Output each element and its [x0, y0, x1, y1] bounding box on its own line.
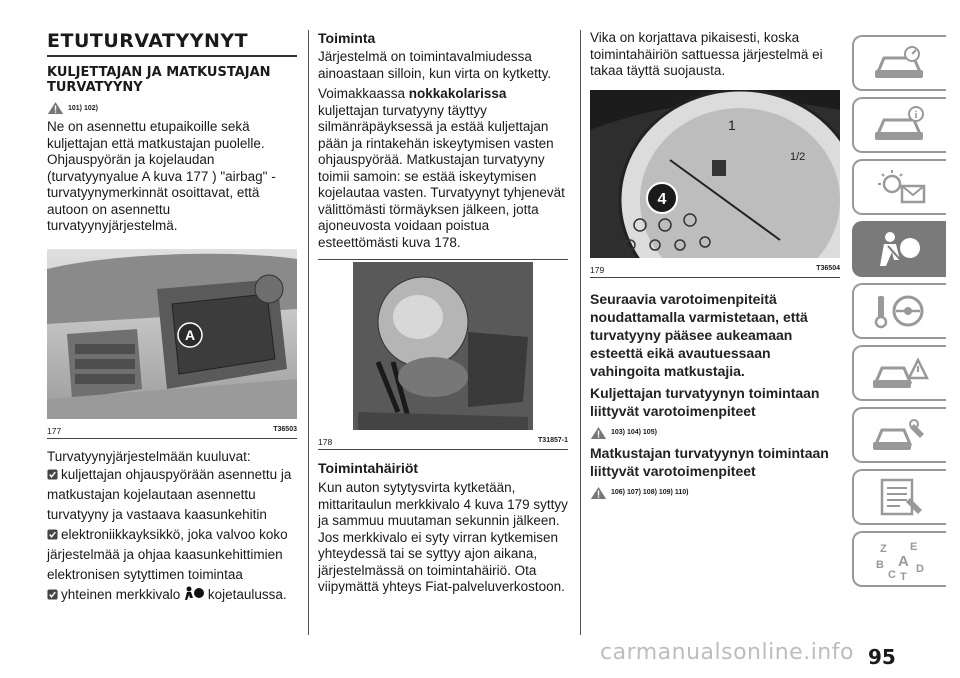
svg-text:1/2: 1/2: [790, 150, 806, 163]
svg-text:i: i: [914, 109, 918, 121]
column-divider: [580, 30, 581, 635]
checkbox-bullet-icon: [47, 589, 58, 600]
section-heading: Toimintahäiriöt: [318, 460, 419, 476]
airbag-warning-icon: [184, 585, 204, 601]
driver-precautions-heading: Kuljettajan turvatyynyn toimintaan liittyvät varotoimenpiteet: [590, 384, 820, 419]
paragraph: Vika on korjattava pikaisesti, koska toimintahäiriön sattuessa järjestelmä ei takaa täyttä suojausta.: [590, 30, 823, 78]
index-letter: A: [898, 553, 909, 570]
intro-paragraph: Ne on asennettu etupaikoille sekä kuljettajan että matkustajan puolelle. Ohjauspyörän ja kojelaudan (turvatyynyalue A kuva 177 ) "airbag" -turvatyynymerkinnät osoittavat, että autoon on asennettu turvatyynyjärjestelmä.: [47, 119, 276, 233]
index-letter: C: [888, 569, 896, 580]
breakdown-icon: [870, 352, 930, 394]
figure-177: [47, 249, 297, 439]
warning-reference: 101) 102): [47, 101, 297, 115]
car-maintenance-icon: [870, 414, 930, 456]
paragraph: Voimakkaassa nokkakolarissa kuljettajan turvatyyny täyttyy silmänräpäyksessä ja estää kuljettajan pään ja rintakehän iskeytymisen vasten ohjauspyörää. Matkustajan turvatyyny toimii samoin: se estää iskeytymisen kojelautaa vasten. Turvatyynyt tyhjenevät välittömästi törmäyksen jälkeen, jotta ajoneuvosta voidaan poistua esteettömästi kuva 178.: [318, 86, 565, 250]
list-item: kuljettajan ohjauspyörään asennettu ja matkustajan kojelautaan asennettu turvatyyny ja vastaava kaasunkehitin: [47, 467, 292, 522]
column-left: [47, 30, 297, 605]
fuel-pump-icon: [712, 160, 726, 176]
column-divider: [308, 30, 309, 635]
paragraph: Järjestelmä on toimintavalmiudessa ainoastaan silloin, kun virta on kytketty.: [318, 49, 552, 81]
warning-reference: 103) 104) 105): [590, 426, 840, 440]
index-letter: E: [910, 541, 918, 553]
list-item: yhteinen merkkivalo kojetaulussa.: [47, 585, 297, 605]
warning-triangle-icon: [47, 101, 64, 115]
tab-safety[interactable]: [852, 221, 946, 277]
passenger-precautions-heading: Matkustajan turvatyynyn toimintaan liittyvät varotoimenpiteet: [590, 444, 829, 479]
index-letter: D: [916, 563, 924, 575]
tab-maintenance[interactable]: [852, 407, 946, 463]
section-heading: Toiminta: [318, 30, 376, 46]
checkbox-bullet-icon: [47, 469, 58, 480]
warning-reference: 106) 107) 108) 109) 110): [590, 486, 840, 500]
figure-callout-a: A: [184, 326, 196, 343]
column-right: [590, 30, 840, 504]
warning-triangle-icon: [590, 426, 607, 440]
car-dashboard-icon: [870, 42, 930, 84]
tab-warning-lights[interactable]: [852, 159, 946, 215]
figure-caption: 178 T31857-1: [318, 435, 568, 450]
list-intro: Turvatyynyjärjestelmään kuuluvat:: [47, 448, 251, 464]
index-letters-icon: [870, 538, 930, 580]
airbag-safety-icon: [870, 228, 930, 270]
dashboard-airbag-image: [47, 249, 297, 419]
index-letter: Z: [880, 543, 887, 555]
tab-index[interactable]: [852, 531, 946, 587]
warning-light-icon: [870, 166, 930, 208]
column-middle: [318, 30, 568, 596]
steering-key-icon: [870, 290, 930, 332]
precautions-heading: Seuraavia varotoimenpiteitä noudattamalla varmistetaan, että turvatyyny pääsee aukeamaan esteettä eikä avautuessaan vahingoita matkustajia.: [590, 290, 808, 379]
tab-car-info[interactable]: [852, 97, 946, 153]
tab-emergency[interactable]: [852, 345, 946, 401]
instrument-cluster-image: [590, 90, 840, 258]
page-number: 95: [868, 645, 896, 669]
figure-178: [318, 259, 568, 450]
tab-starting-driving[interactable]: [852, 283, 946, 339]
figure-callout-4: 4: [657, 190, 667, 208]
watermark: carmanualsonline.info: [600, 640, 854, 665]
specs-list-icon: [870, 476, 930, 518]
figure-179: [590, 90, 840, 278]
car-info-icon: [870, 104, 930, 146]
section-title: KULJETTAJAN JA MATKUSTAJAN TURVATYYNY: [47, 65, 271, 95]
index-letter: B: [876, 559, 884, 571]
svg-text:1: 1: [728, 116, 736, 133]
figure-caption: 179 T36504: [590, 263, 840, 278]
page-title: ETUTURVATYYNYT: [47, 30, 297, 57]
checkbox-bullet-icon: [47, 529, 58, 540]
figure-caption: 177 T36503: [47, 424, 297, 439]
paragraph: Kun auton sytytysvirta kytketään, mittaritaulun merkkivalo 4 kuva 179 syttyy ja sammuu muutaman sekunnin jälkeen. Jos merkkivalo ei syty virran kytkemisen yhteydessä tai se syttyy ajon aikana, järjestelmässä on toimintahäiriö. Ota viipymättä yhteys Fiat-palveluverkostoon.: [318, 480, 568, 594]
list-item: elektroniikkayksikkö, joka valvoo koko järjestelmää ja ohjaa kaasunkehittimien elektronisen sytyttimen toimintaa: [47, 527, 288, 582]
tab-technical-specs[interactable]: [852, 469, 946, 525]
tab-dashboard[interactable]: [852, 35, 946, 91]
airbag-deployment-image: [318, 262, 568, 430]
chapter-tabs: [852, 35, 946, 593]
warning-triangle-icon: [590, 486, 607, 500]
index-letter: T: [900, 571, 907, 580]
